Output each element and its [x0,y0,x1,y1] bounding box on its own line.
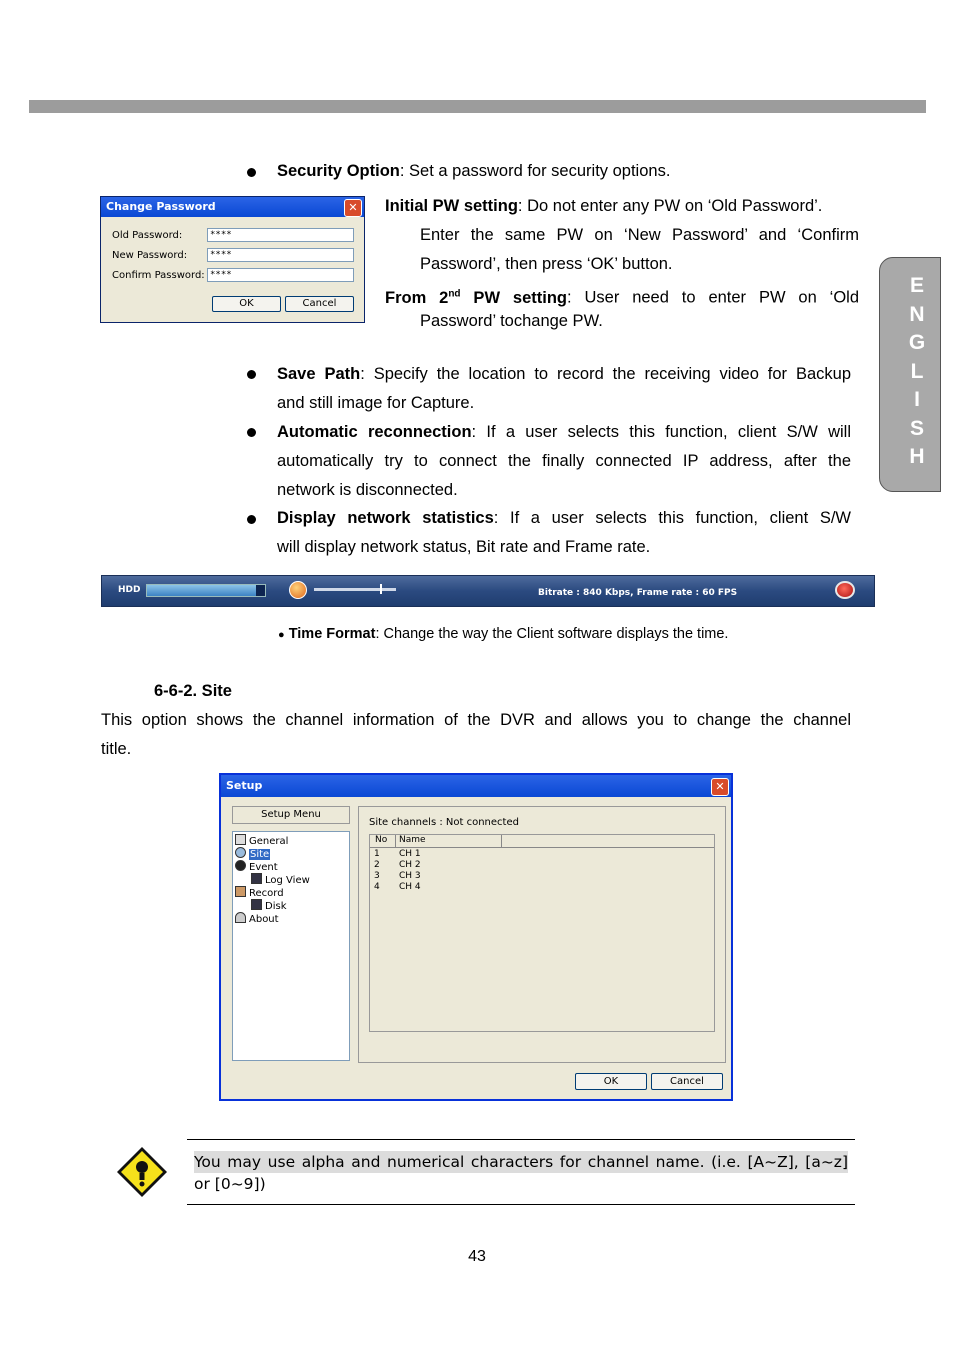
tree-item-disk[interactable]: Disk [251,899,286,912]
channel-name: CH 3 [399,871,421,881]
section-body-line2: title. [101,740,132,758]
channel-list [369,834,715,1032]
language-tab-letter: H [909,445,925,468]
setup-menu-tree [232,831,350,1061]
dialog-titlebar [101,197,364,217]
auto-reconnect-cont1: automatically try to connect the finally connected IP address, after the [277,452,851,470]
tree-item-event[interactable]: Event [235,860,278,873]
tree-item-about[interactable]: About [235,912,279,925]
column-divider [395,835,396,847]
log-view-icon [251,873,262,884]
volume-slider[interactable] [314,588,396,591]
initial-pw-cont1: Enter the same PW on ‘New Password’ and ‘Confirm [420,226,859,244]
setup-title: Setup [226,779,263,792]
section-heading: 6-6-2. Site [154,682,232,700]
auto-reconnect-line: Automatic reconnection: If a user selects this function, client S/W will [277,423,851,441]
channel-no: 4 [374,882,380,892]
tree-item-record[interactable]: Record [235,886,284,899]
general-icon [235,834,246,845]
site-icon [235,847,246,858]
channel-no: 3 [374,871,380,881]
disk-icon [251,899,262,910]
hdd-meter [146,584,266,597]
tree-item-site[interactable]: Site [235,847,270,860]
second-pw-line: From 2nd PW setting: User need to enter PW on ‘Old [385,288,859,307]
col-no-header[interactable]: No [375,835,388,845]
network-status-bar [101,575,875,607]
bullet-dot [247,428,256,437]
warning-icon [116,1146,168,1198]
setup-menu-header: Setup Menu [232,806,350,824]
volume-slider-thumb[interactable] [380,584,382,594]
setup-ok-button[interactable]: OK [575,1073,647,1090]
change-password-dialog [100,196,365,323]
network-stats-text: Bitrate : 840 Kbps, Frame rate : 60 FPS [538,588,738,598]
channel-name: CH 2 [399,860,421,870]
note-text: You may use alpha and numerical characters for channel name. (i.e. [A~Z], [a~z] or [0~9]) [194,1153,848,1193]
bullet-icon: ● [278,629,285,641]
column-divider [501,835,502,847]
channel-row[interactable] [370,882,710,893]
initial-pw-line: Initial PW setting: Do not enter any PW on ‘Old Password’. [385,197,823,215]
setup-titlebar [221,775,731,797]
save-path-line: Save Path: Specify the location to record the receiving video for Backup [277,365,851,383]
tree-item-general[interactable]: General [235,834,288,847]
confirm-password-field[interactable]: **** [207,268,354,282]
language-tab-label [897,272,937,472]
old-password-label: Old Password: [112,230,183,241]
time-format-line: ● Time Format: Change the way the Client software displays the time. [278,626,729,642]
language-tab [879,257,941,492]
record-icon [235,886,246,897]
channel-row[interactable] [370,860,710,871]
about-icon [235,912,246,923]
setup-cancel-button[interactable]: Cancel [651,1073,723,1090]
confirm-password-label: Confirm Password: [112,270,205,281]
channel-list-header [370,835,714,848]
channel-no: 1 [374,849,380,859]
new-password-label: New Password: [112,250,188,261]
site-status: Site channels : Not connected [369,817,519,828]
col-name-header[interactable]: Name [399,835,426,845]
page-number: 43 [468,1248,486,1265]
old-password-field[interactable]: **** [207,228,354,242]
display-stats-line: Display network statistics: If a user selects this function, client S/W [277,509,851,527]
language-tab-letter: N [909,302,925,326]
new-password-field[interactable]: **** [207,248,354,262]
section-body-line1: This option shows the channel information of the DVR and allows you to change the channel [101,711,851,729]
channel-name: CH 4 [399,882,421,892]
bullet-dot [247,515,256,524]
setup-close-button[interactable]: ✕ [711,778,729,796]
language-tab-letter: G [908,331,926,354]
tree-item-log-view[interactable]: Log View [251,873,310,886]
volume-icon[interactable] [289,581,307,599]
channel-name: CH 1 [399,849,421,859]
setup-dialog [219,773,733,1101]
note-bottom-rule [187,1204,855,1205]
channel-no: 2 [374,860,380,870]
header-bar [29,100,926,113]
hdd-meter-fill [147,585,256,596]
ok-button[interactable]: OK [212,296,281,312]
auto-reconnect-cont2: network is disconnected. [277,481,458,499]
cancel-button[interactable]: Cancel [285,296,354,312]
language-tab-letter: S [909,416,924,440]
dialog-title: Change Password [106,200,216,213]
hdd-label: HDD [118,585,141,595]
display-stats-cont: will display network status, Bit rate and Frame rate. [277,538,651,556]
language-tab-letter: I [914,388,920,411]
security-option-line: Security Option: Set a password for security options. [277,162,671,180]
bullet-dot [247,370,256,379]
save-path-cont: and still image for Capture. [277,394,475,412]
channel-row[interactable] [370,849,710,860]
second-pw-cont: Password’ tochange PW. [420,312,603,330]
language-tab-letter: E [909,274,924,297]
disconnect-icon[interactable] [835,581,855,599]
close-button[interactable]: ✕ [344,199,362,217]
initial-pw-cont2: Password’, then press ‘OK’ button. [420,255,673,273]
note-top-rule [187,1139,855,1140]
event-icon [235,860,246,871]
site-panel [358,806,726,1063]
language-tab-letter: L [910,359,924,383]
channel-row[interactable] [370,871,710,882]
bullet-dot [247,168,256,177]
